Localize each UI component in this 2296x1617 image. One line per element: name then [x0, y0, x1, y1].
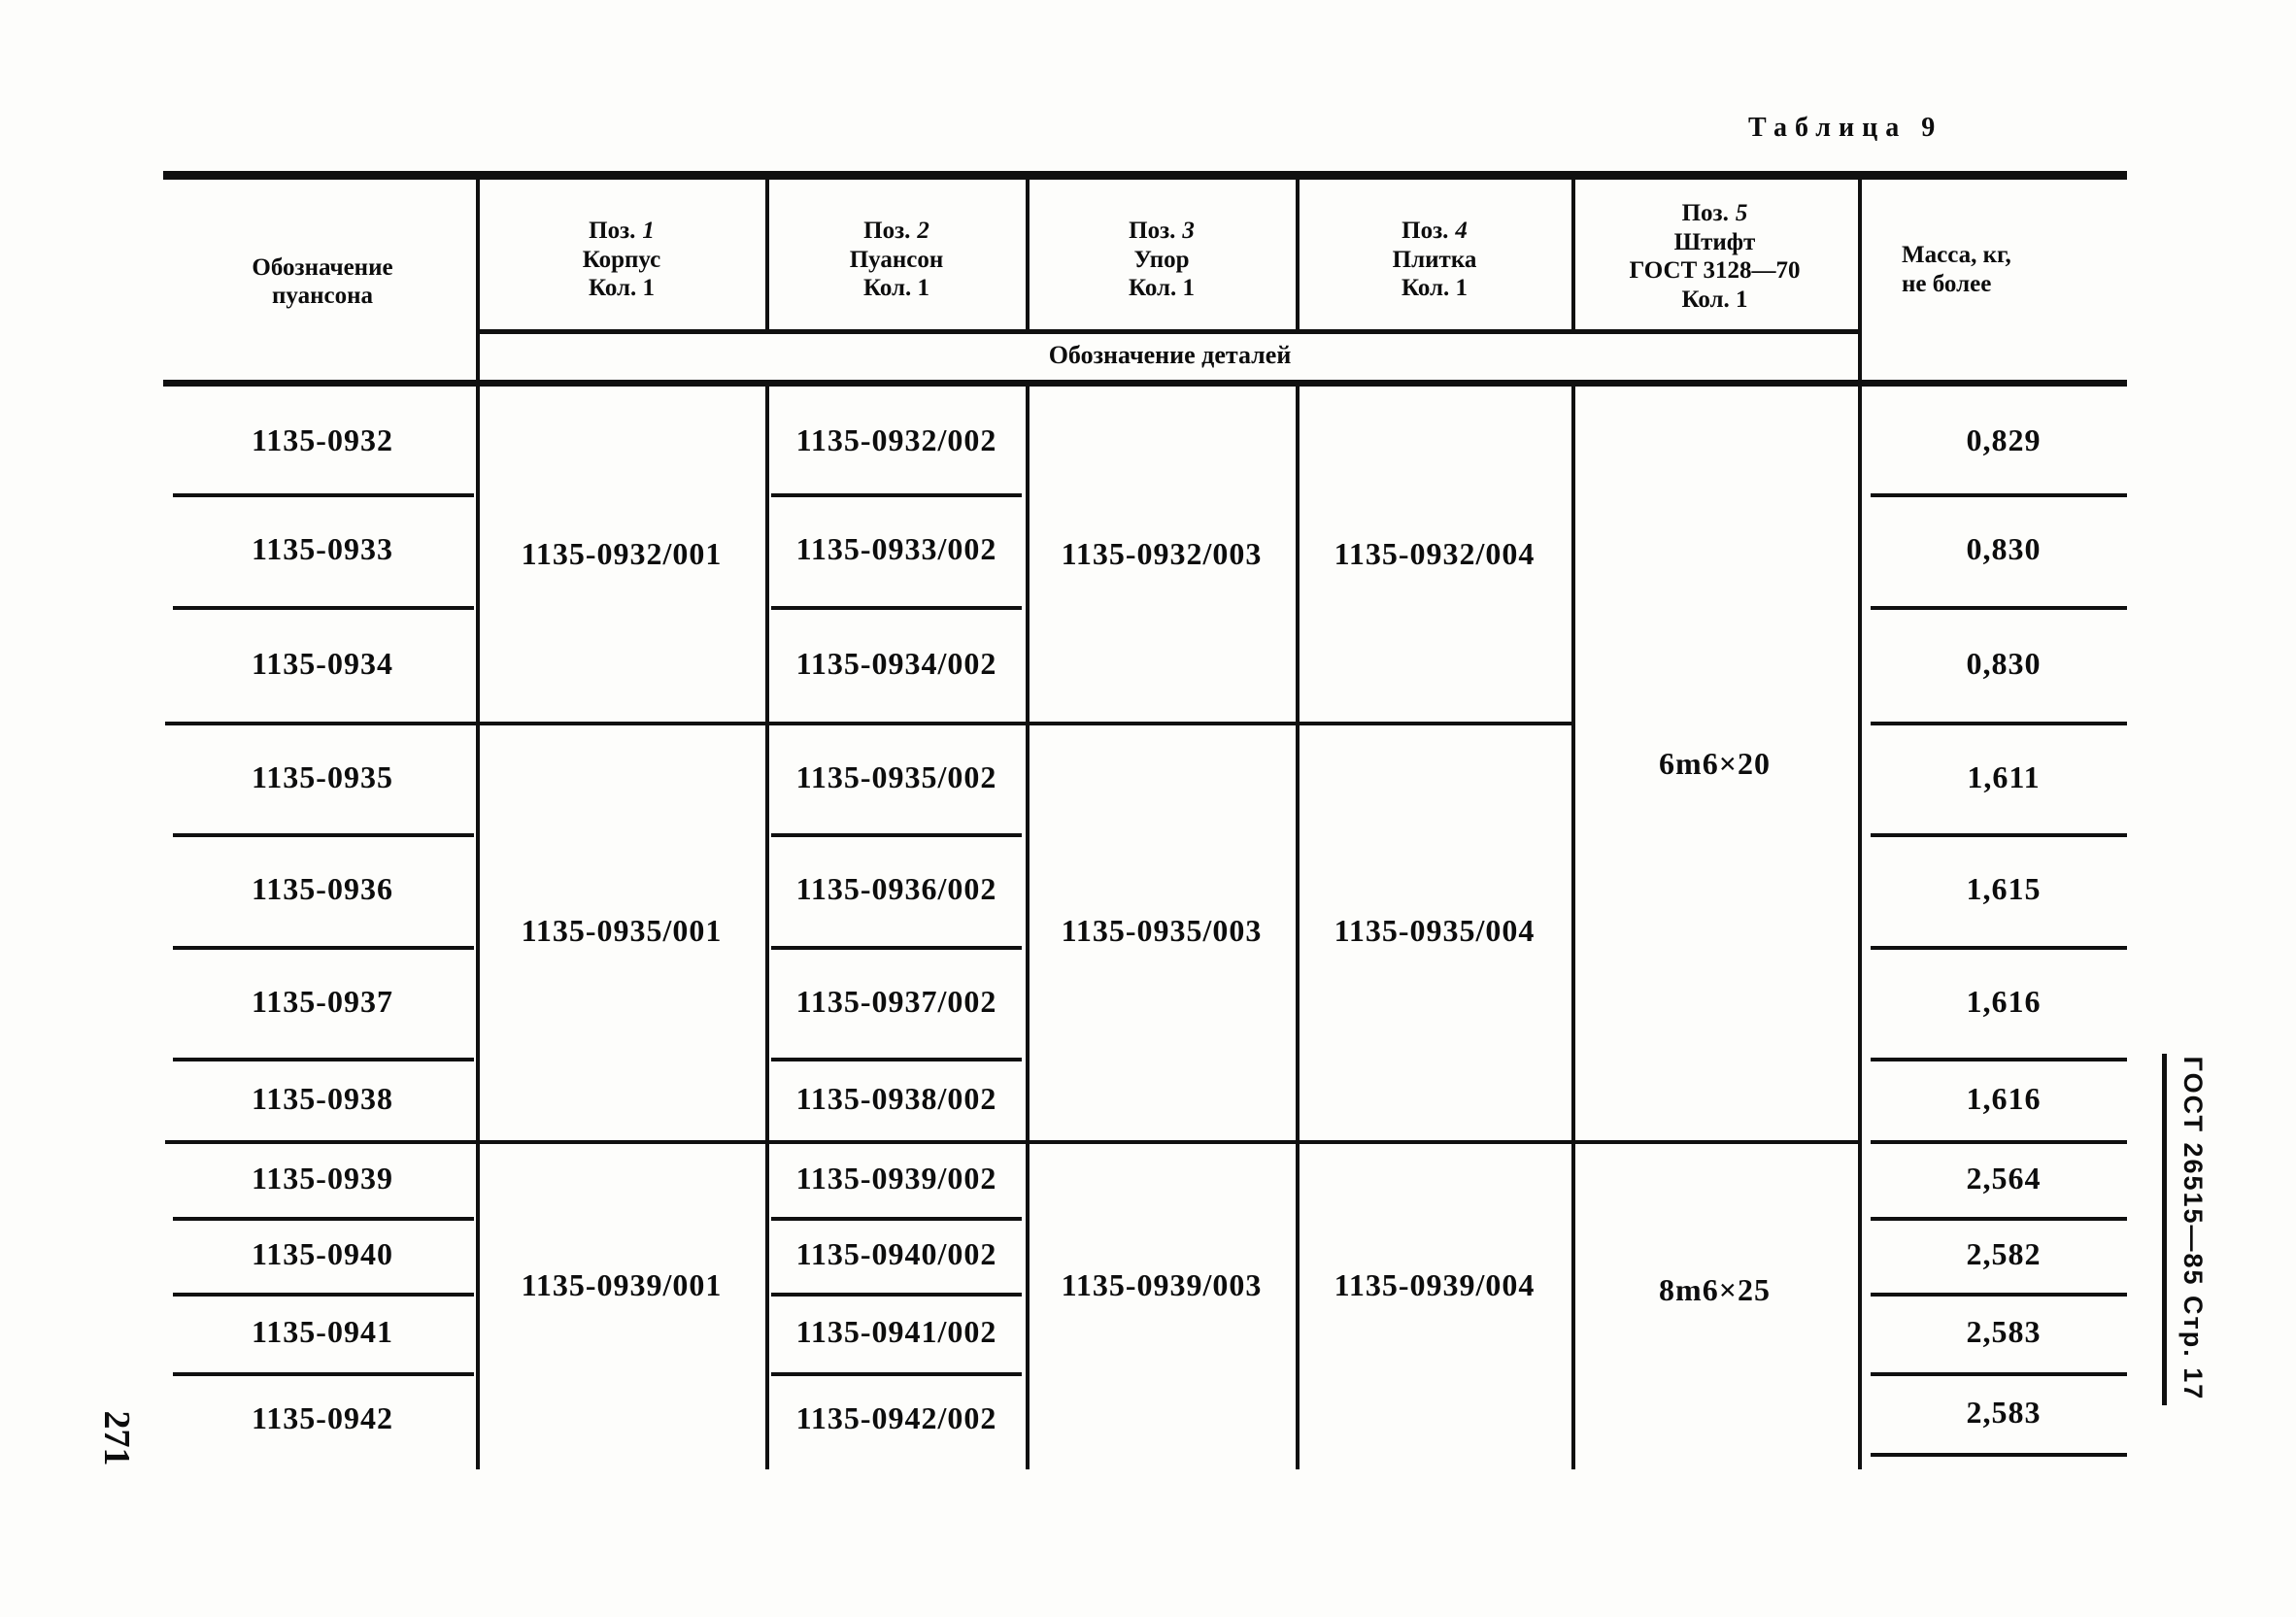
korpus-span-cell: 1135-0939/001	[521, 1267, 723, 1303]
punch-cell: 1135-0941	[252, 1314, 393, 1350]
puanson-cell: 1135-0940/002	[795, 1236, 997, 1272]
pos-word: Поз.	[1401, 218, 1449, 245]
mass-cell: 1,616	[1966, 983, 2042, 1019]
pos-num: 1	[642, 218, 655, 245]
puanson-cell: 1135-0942/002	[795, 1399, 997, 1435]
plitka-span-cell: 1135-0939/004	[1334, 1267, 1536, 1303]
part-qty: Кол. 1	[1401, 275, 1469, 302]
shtift-span-cell: 8m6×25	[1659, 1272, 1771, 1308]
mass-cell: 2,583	[1966, 1314, 2042, 1350]
header-pos-line	[1629, 199, 1800, 228]
mass-cell: 2,583	[1966, 1394, 2042, 1430]
grid-line	[1026, 387, 1030, 1469]
grid-line	[163, 171, 2127, 180]
punch-cell: 1135-0933	[252, 531, 393, 567]
header-pos5-shtift	[1575, 183, 1854, 330]
puanson-cell: 1135-0933/002	[795, 531, 997, 567]
header-pos1-korpus	[482, 189, 761, 330]
puanson-cell: 1135-0932/002	[795, 421, 997, 457]
header-pos-line	[1393, 217, 1477, 246]
pos-num: 3	[1182, 218, 1195, 245]
upor-span-cell: 1135-0935/003	[1061, 912, 1263, 948]
punch-cell: 1135-0934	[252, 645, 393, 681]
punch-cell: 1135-0938	[252, 1080, 393, 1116]
header-pos2-puanson	[771, 189, 1022, 330]
header-text: Обозначение	[252, 253, 393, 281]
mass-cell: 1,611	[1967, 758, 2041, 794]
part-gost: ГОСТ 3128—70	[1629, 257, 1801, 284]
puanson-cell: 1135-0937/002	[795, 983, 997, 1019]
part-name: Пуансон	[849, 246, 944, 273]
mass-cell: 1,616	[1966, 1080, 2042, 1116]
shtift-span-cell: 6m6×20	[1659, 745, 1771, 781]
mass-cell: 0,829	[1966, 421, 2042, 457]
header-pos-line	[583, 217, 661, 246]
punch-cell: 1135-0937	[252, 983, 393, 1019]
details-band: Обозначение деталей	[1048, 341, 1292, 370]
grid-line	[163, 380, 2127, 387]
header-text: Масса, кг,	[1902, 242, 2011, 268]
header-pos4-plitka	[1301, 189, 1568, 330]
side-rule	[2162, 1054, 2167, 1405]
header-mass	[1874, 189, 2164, 350]
part-name: Корпус	[582, 246, 661, 273]
upor-span-cell: 1135-0932/003	[1061, 536, 1263, 572]
grid-line	[1871, 1453, 2127, 1457]
pos-num: 2	[917, 218, 929, 245]
header-text: пуансона	[272, 283, 373, 309]
grid-line	[476, 180, 480, 1469]
plitka-span-cell: 1135-0935/004	[1334, 912, 1536, 948]
korpus-span-cell: 1135-0932/001	[521, 536, 723, 572]
part-name: Упор	[1133, 246, 1190, 273]
puanson-cell: 1135-0938/002	[795, 1080, 997, 1116]
document-side-label: ГОСТ 26515—85 Стр. 17	[2178, 1056, 2209, 1401]
grid-line	[1858, 180, 1862, 1469]
part-name: Штифт	[1673, 228, 1756, 255]
plitka-span-cell: 1135-0932/004	[1334, 536, 1536, 572]
pos-word: Поз.	[589, 218, 636, 245]
page-number: 271	[96, 1410, 137, 1466]
upor-span-cell: 1135-0939/003	[1061, 1267, 1263, 1303]
puanson-cell: 1135-0941/002	[795, 1314, 997, 1350]
part-qty: Кол. 1	[1681, 286, 1748, 313]
puanson-cell: 1135-0934/002	[795, 645, 997, 681]
part-qty: Кол. 1	[1128, 275, 1196, 302]
mass-cell: 2,564	[1966, 1160, 2042, 1196]
part-qty: Кол. 1	[862, 275, 930, 302]
pos-num: 4	[1455, 218, 1468, 245]
puanson-cell: 1135-0939/002	[795, 1160, 997, 1196]
punch-cell: 1135-0936	[252, 871, 393, 907]
pos-word: Поз.	[863, 218, 911, 245]
punch-cell: 1135-0932	[252, 421, 393, 457]
header-punch-designation	[173, 189, 472, 374]
header-text: не более	[1902, 270, 1992, 297]
punch-cell: 1135-0940	[252, 1236, 393, 1272]
punch-cell: 1135-0935	[252, 758, 393, 794]
pos-num: 5	[1735, 200, 1748, 226]
header-pos-line	[850, 217, 944, 246]
puanson-cell: 1135-0935/002	[795, 758, 997, 794]
mass-cell: 0,830	[1966, 531, 2042, 567]
mass-cell: 1,615	[1966, 871, 2042, 907]
punch-cell: 1135-0942	[252, 1399, 393, 1435]
punch-cell: 1135-0939	[252, 1160, 393, 1196]
part-name: Плитка	[1392, 246, 1477, 273]
pos-word: Поз.	[1129, 218, 1176, 245]
header-pos-line	[1129, 217, 1195, 246]
mass-cell: 0,830	[1966, 645, 2042, 681]
puanson-cell: 1135-0936/002	[795, 871, 997, 907]
grid-line	[765, 180, 769, 331]
grid-line	[1296, 180, 1300, 331]
table-caption: Таблица 9	[1748, 113, 1943, 143]
grid-line	[765, 387, 769, 1469]
mass-cell: 2,582	[1966, 1236, 2042, 1272]
part-qty: Кол. 1	[588, 275, 656, 302]
grid-line	[1296, 387, 1300, 1469]
korpus-span-cell: 1135-0935/001	[521, 912, 723, 948]
header-pos3-upor	[1031, 189, 1292, 330]
pos-word: Поз.	[1681, 200, 1729, 226]
grid-line	[1026, 180, 1030, 331]
